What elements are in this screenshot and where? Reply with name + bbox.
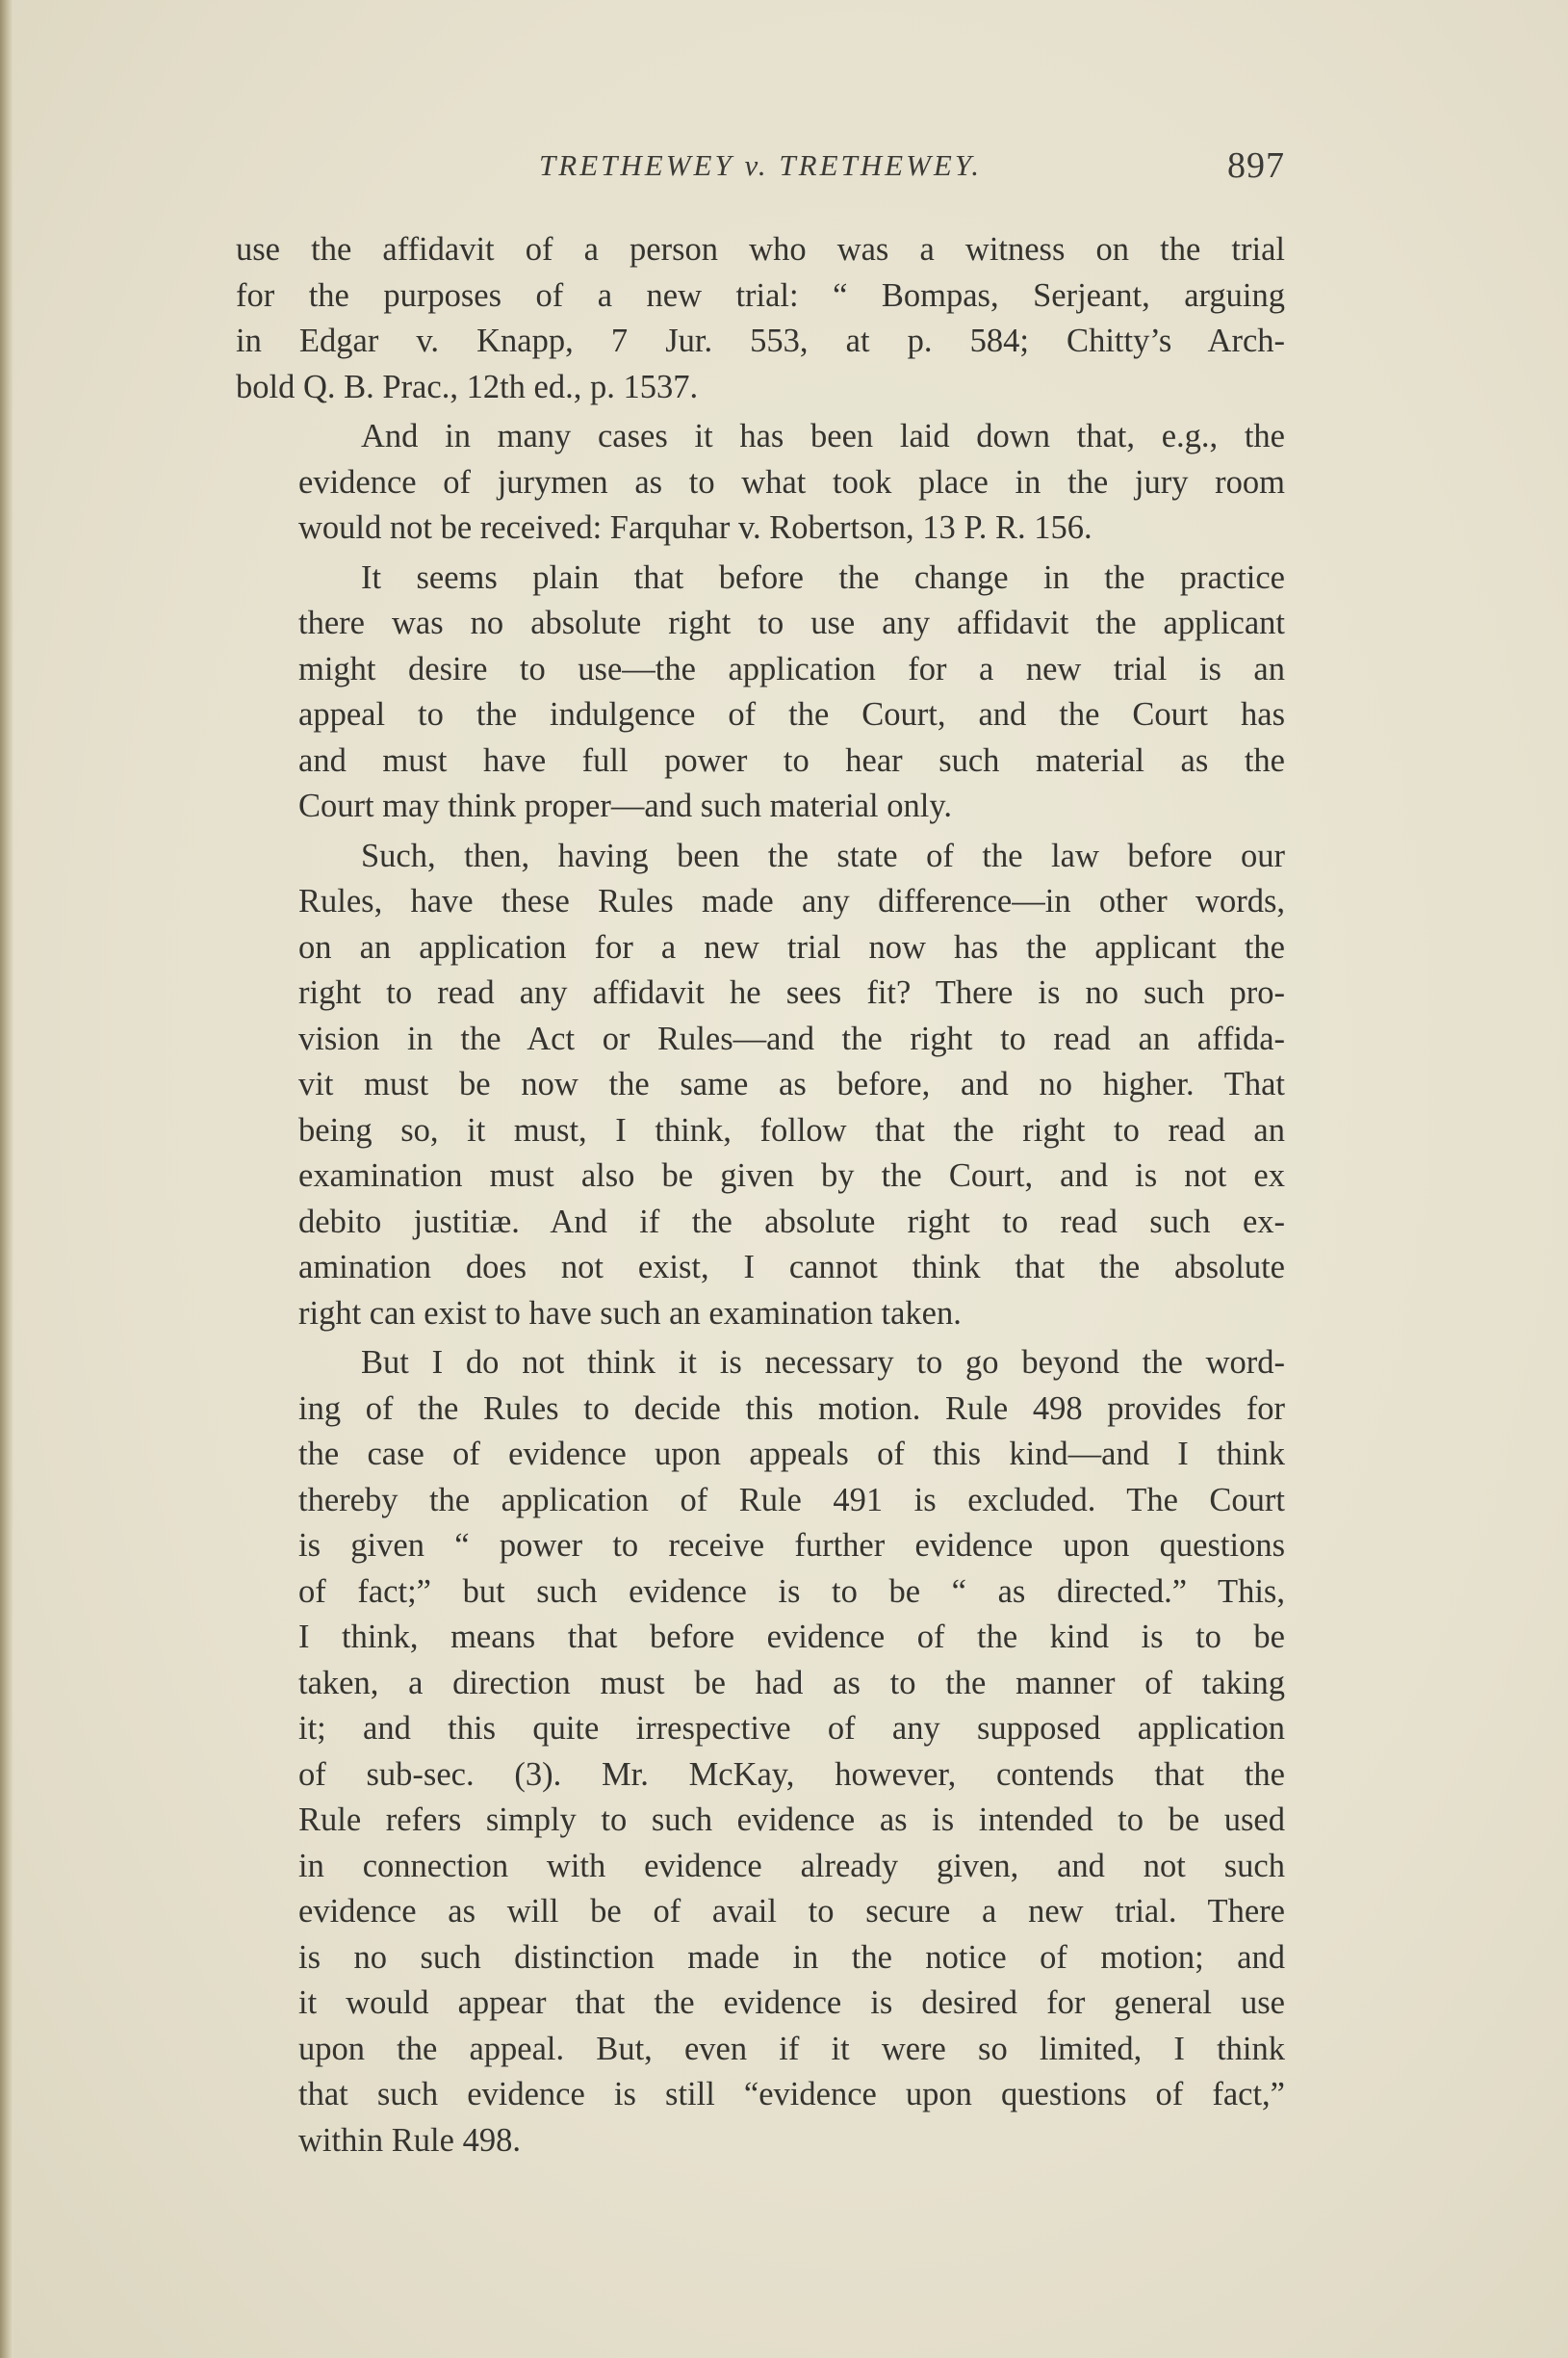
text-line: Rules, have these Rules made any difference—in other words, <box>298 883 1285 920</box>
text-line: there was no absolute right to use any affidavit the applicant <box>298 605 1285 641</box>
text-line: in connection with evidence already given, and not such <box>298 1847 1285 1884</box>
text-line: vit must be now the same as before, and no higher. That <box>298 1066 1285 1102</box>
text-line: upon the appeal. But, even if it were so limited, I think <box>298 2030 1285 2067</box>
text-line: And in many cases it has been laid down that, e.g., the <box>361 418 1285 454</box>
text-line: Rule refers simply to such evidence as is intended to be used <box>298 1801 1285 1838</box>
text-line: examination must also be given by the Court, and is not ex <box>298 1157 1285 1194</box>
text-line: But I do not think it is necessary to go beyond the word- <box>361 1344 1285 1381</box>
text-line: right can exist to have such an examination taken. <box>298 1294 962 1332</box>
text-line: is given “ power to receive further evidence upon questions <box>298 1527 1285 1564</box>
text-line: that such evidence is still “evidence upon questions of fact,” <box>298 2076 1285 2112</box>
text-line: amination does not exist, I cannot think that the absolute <box>298 1249 1285 1285</box>
text-line: I think, means that before evidence of the kind is to be <box>298 1619 1285 1655</box>
paragraph <box>236 556 1285 830</box>
text-line: right to read any affidavit he sees fit? There is no such pro- <box>298 974 1285 1011</box>
paragraph <box>236 414 1285 552</box>
text-line: of sub-sec. (3). Mr. McKay, however, contends that the <box>298 1755 1285 1793</box>
text-line: Court may think proper—and such material only. <box>298 788 952 824</box>
paragraph <box>236 1340 1285 2164</box>
paragraph <box>236 227 1285 410</box>
text-line: Such, then, having been the state of the law before our <box>361 837 1285 874</box>
text-line: taken, a direction must be had as to the manner of taking <box>298 1664 1285 1701</box>
paragraph <box>236 834 1285 1337</box>
text-line: appeal to the indulgence of the Court, and the Court has <box>298 696 1285 733</box>
text-line: for the purposes of a new trial: “ Bompas, Serjeant, arguing <box>236 276 1285 314</box>
page-header <box>236 144 1285 193</box>
text-line: might desire to use—the application for a new trial is an <box>298 650 1285 687</box>
body-text <box>236 227 1285 2167</box>
text-line: the case of evidence upon appeals of this kind—and I think <box>298 1436 1285 1472</box>
text-line: thereby the application of Rule 491 is excluded. The Court <box>298 1481 1285 1518</box>
text-line: of fact;” but such evidence is to be “ as directed.” This, <box>298 1572 1285 1610</box>
running-head: TRETHEWEY v. TRETHEWEY. <box>539 148 982 182</box>
text-line: is no such distinction made in the notice of motion; and <box>298 1938 1285 1976</box>
text-line: in Edgar v. Knapp, 7 Jur. 553, at p. 584; Chitty’s Arch- <box>236 323 1285 359</box>
text-line: use the affidavit of a person who was a witness on the trial <box>236 231 1285 268</box>
text-line: on an application for a new trial now has the applicant the <box>298 928 1285 966</box>
page-binding-edge <box>0 0 13 2358</box>
text-line: being so, it must, I think, follow that the right to read an <box>298 1111 1285 1149</box>
text-line: it; and this quite irrespective of any supposed application <box>298 1710 1285 1747</box>
text-line: vision in the Act or Rules—and the right to read an affida- <box>298 1020 1285 1057</box>
text-line: It seems plain that before the change in the practice <box>361 558 1285 596</box>
text-line: bold Q. B. Prac., 12th ed., p. 1537. <box>236 368 699 405</box>
text-line: it would appear that the evidence is desired for general use <box>298 1984 1285 2021</box>
page-number: 897 <box>1227 145 1285 186</box>
text-line: evidence as will be of avail to secure a new trial. There <box>298 1893 1285 1930</box>
text-line: ing of the Rules to decide this motion. Rule 498 provides for <box>298 1389 1285 1427</box>
text-line: debito justitiæ. And if the absolute right to read such ex- <box>298 1203 1285 1240</box>
text-line: would not be received: Farquhar v. Robertson, 13 P. R. 156. <box>298 509 1092 546</box>
text-line: evidence of jurymen as to what took place in the jury room <box>298 463 1285 501</box>
text-line: and must have full power to hear such material as the <box>298 741 1285 779</box>
text-line: within Rule 498. <box>298 2121 521 2159</box>
